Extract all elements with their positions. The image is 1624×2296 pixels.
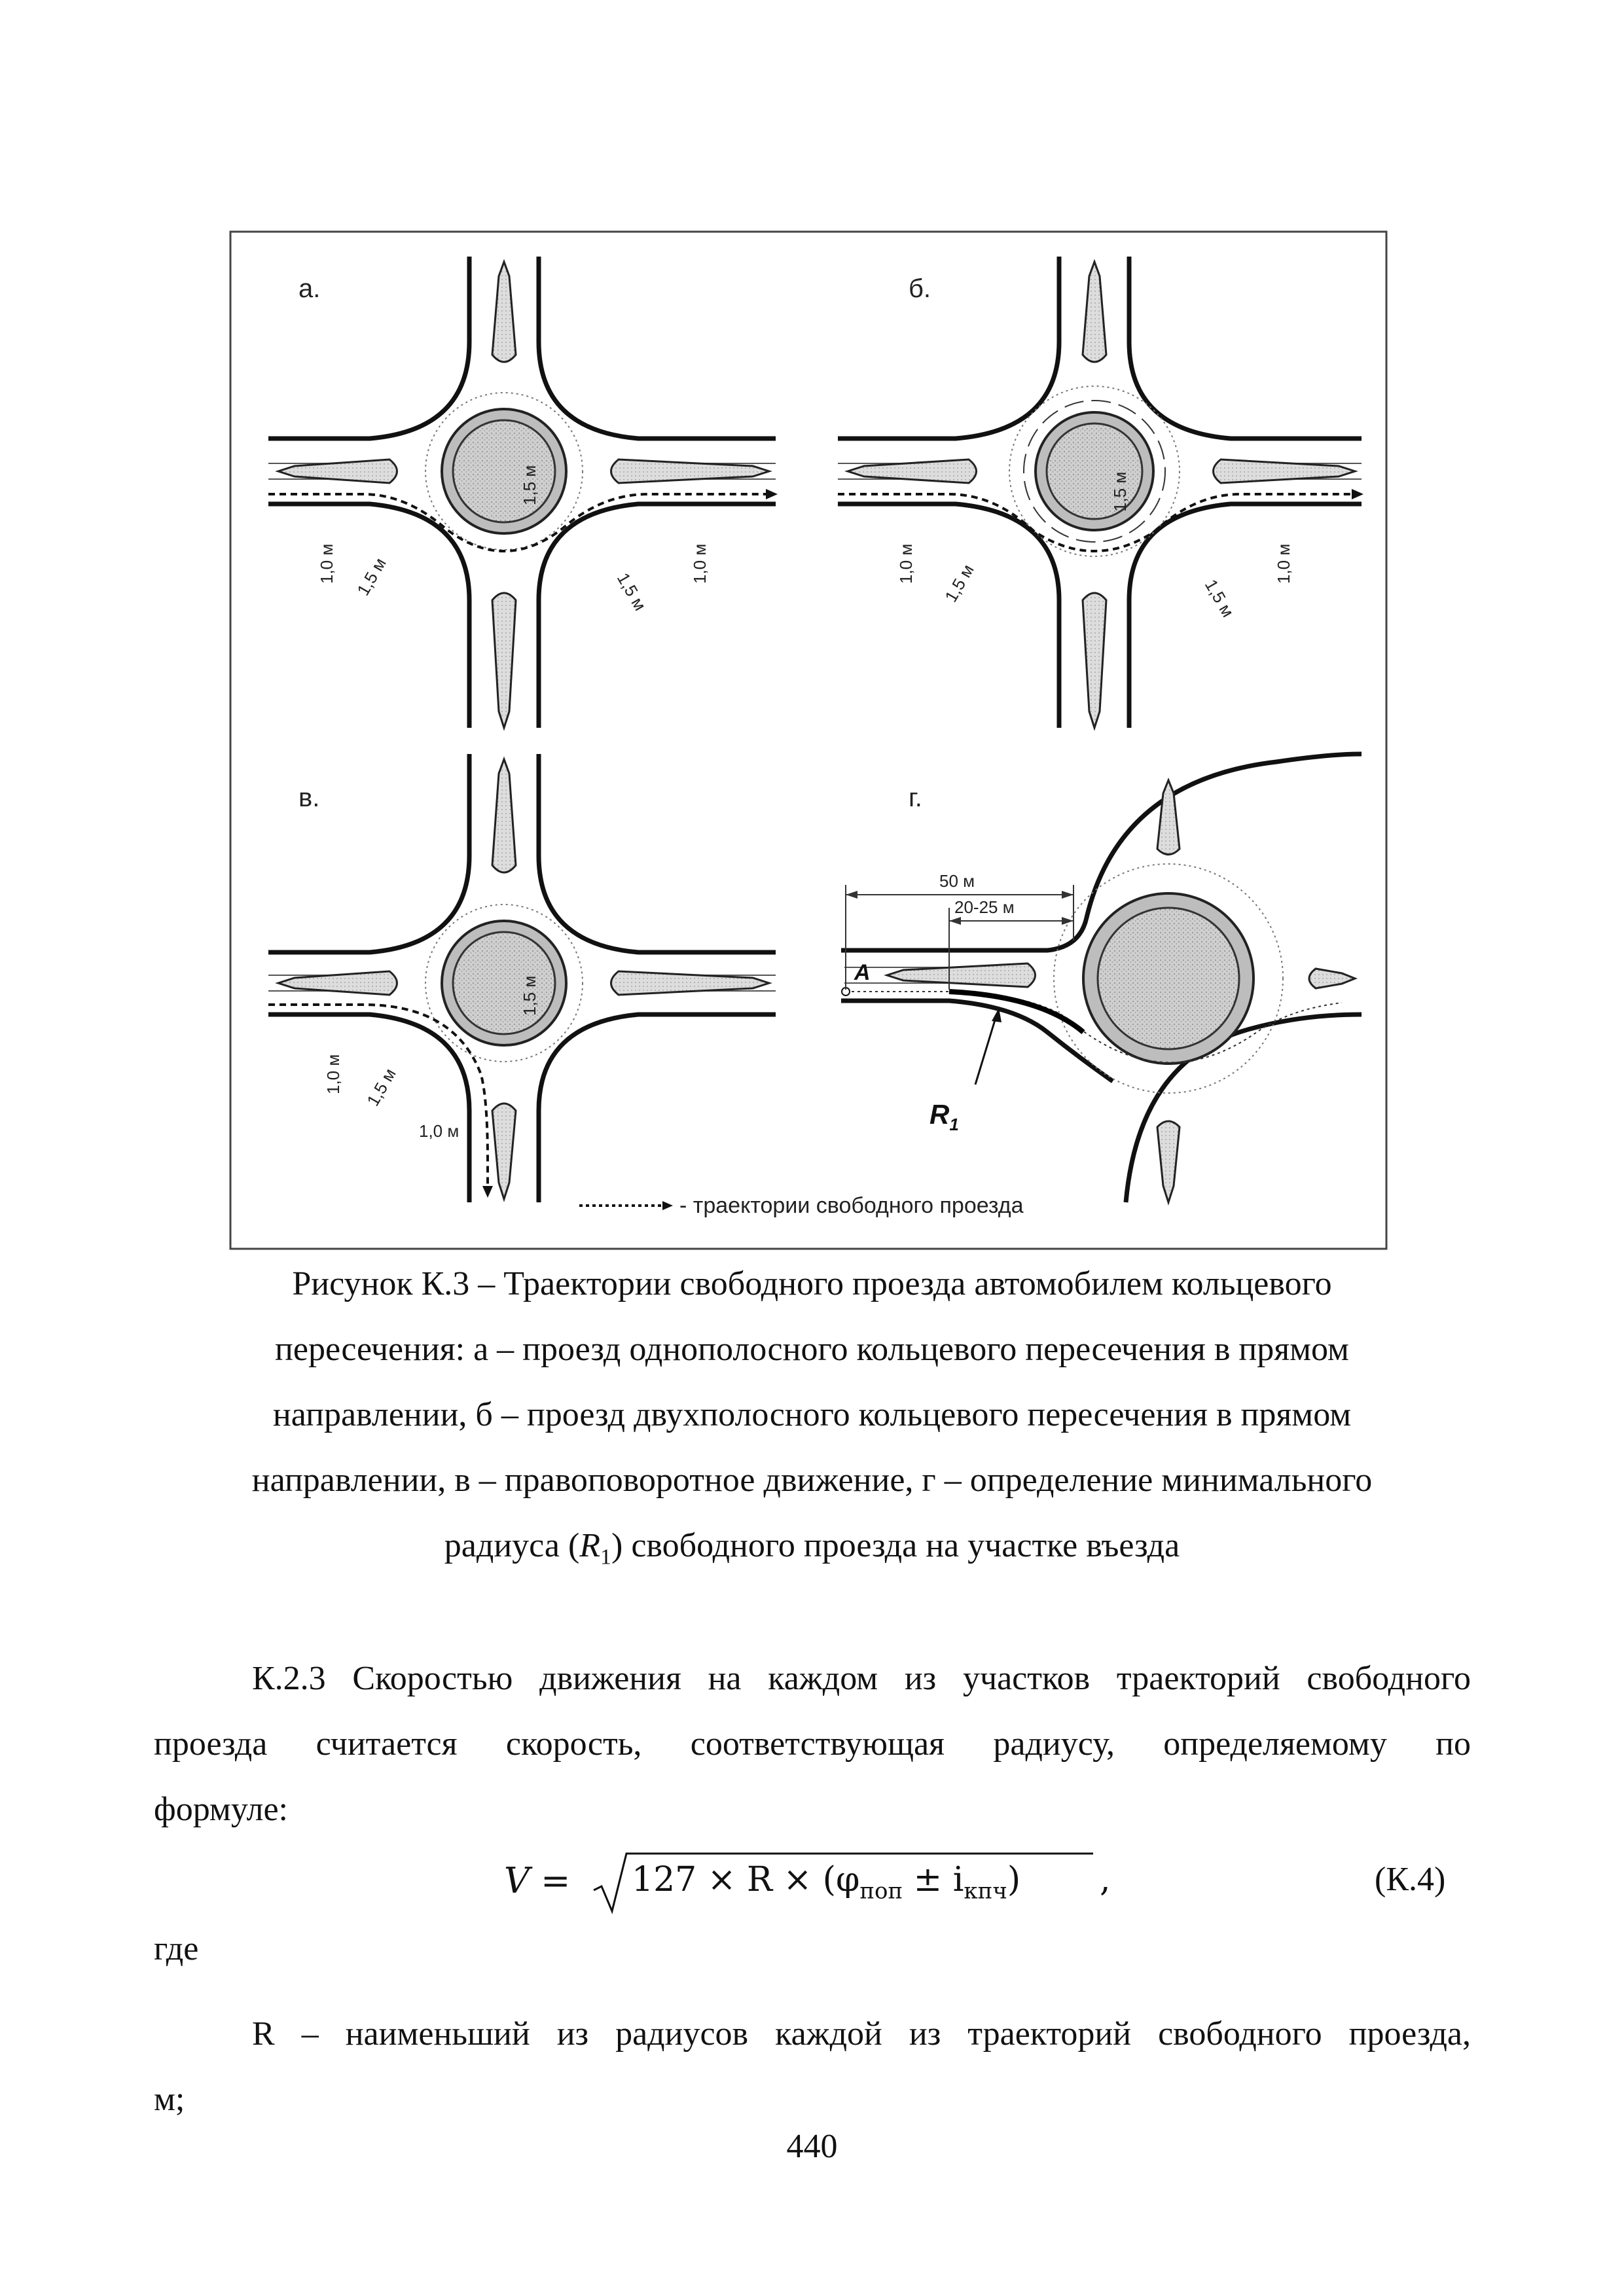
point-label: A bbox=[854, 960, 871, 985]
figure-caption-line: пересечения: а – проезд однополосного кольцевого пересечения в прямом bbox=[275, 1331, 1349, 1368]
dim-label: 20-25 м bbox=[954, 897, 1015, 917]
central-island bbox=[1098, 908, 1239, 1049]
formula-trail: , bbox=[1100, 1860, 1111, 1899]
dim-label: 1,5 м bbox=[353, 554, 390, 599]
dim-label: 1,0 м bbox=[323, 1054, 343, 1094]
panel-letter: б. bbox=[909, 274, 931, 303]
roundabout-figure bbox=[229, 230, 1388, 1250]
panel-letter: в. bbox=[298, 783, 320, 812]
where-label: где bbox=[154, 1930, 199, 1967]
paragraph-line: К.2.3 Скоростью движения на каждом из участков траекторий свободного bbox=[252, 1660, 1471, 1697]
dim-label: 50 м bbox=[939, 871, 975, 891]
dim-label: 1,5 м bbox=[363, 1064, 400, 1109]
central-island bbox=[453, 932, 555, 1034]
formula-k4 bbox=[0, 1846, 1624, 1918]
figure-caption-line: направлении, б – проезд двухполосного кольцевого пересечения в прямом bbox=[272, 1396, 1352, 1433]
formula-lhs: V = bbox=[504, 1860, 571, 1901]
page-number: 440 bbox=[786, 2128, 838, 2165]
dim-label: 1,0 м bbox=[690, 543, 710, 584]
legend-text: - траектории свободного проезда bbox=[679, 1193, 1024, 1218]
dim-label: 1,5 м bbox=[1200, 576, 1238, 621]
central-island bbox=[453, 420, 555, 522]
dim-label: 1,5 м bbox=[520, 975, 539, 1016]
paragraph-line: формуле: bbox=[154, 1791, 289, 1828]
figure-caption-line: радиуса $(R_1)$ свободного проезда на участке въезда bbox=[444, 1527, 1180, 1570]
definition-line: м; bbox=[154, 2081, 185, 2118]
dim-label: 1,5 м bbox=[941, 560, 978, 605]
paragraph-line: проезда считается скорость, соответствующая радиусу, определяемому по bbox=[154, 1725, 1471, 1763]
formula-number: (К.4) bbox=[1375, 1861, 1446, 1898]
figure-frame bbox=[230, 232, 1386, 1249]
definition-line: R – наименьший из радиусов каждой из траекторий свободного проезда, bbox=[252, 2015, 1471, 2053]
dim-label: 1,0 м bbox=[1274, 543, 1293, 584]
dim-label: 1,5 м bbox=[520, 465, 539, 505]
formula-radicand: $127 \times R \times (\varphi_{поп} \pm i_{кпч})$ bbox=[632, 1860, 1021, 1905]
figure-caption-line: направлении, в – правоповоротное движение, г – определение минимального bbox=[251, 1462, 1373, 1499]
panel-letter: а. bbox=[298, 274, 321, 303]
dim-label: 1,5 м bbox=[1110, 471, 1130, 512]
panel-letter: г. bbox=[909, 783, 922, 812]
radius-label: $R_1$ bbox=[929, 1099, 959, 1134]
figure-caption-line: Рисунок К.3 – Траектории свободного проезда автомобилем кольцевого bbox=[292, 1265, 1332, 1302]
dim-label: 1,0 м bbox=[896, 543, 916, 584]
dim-label: 1,0 м bbox=[317, 543, 336, 584]
dim-label: 1,5 м bbox=[613, 569, 651, 615]
dim-label: 1,0 м bbox=[419, 1121, 460, 1141]
